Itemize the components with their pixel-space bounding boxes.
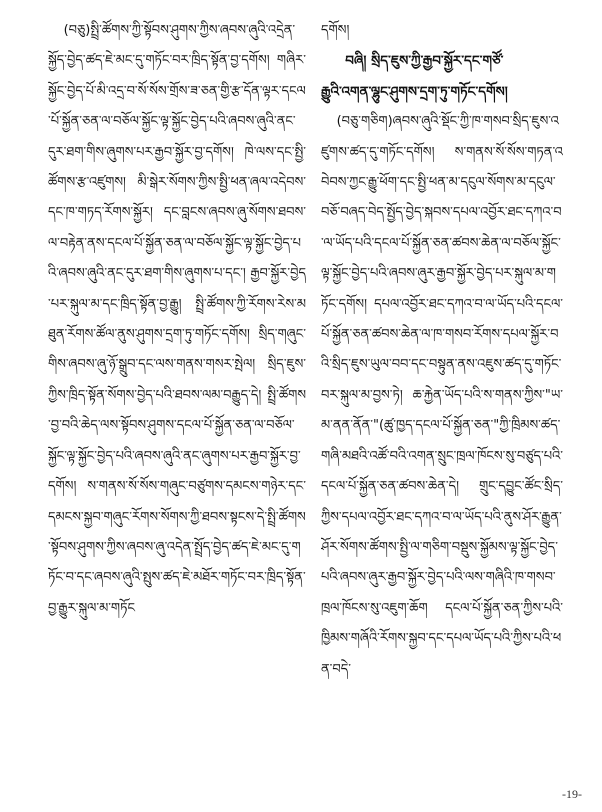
body-paragraph: (བཅུ་གཅིག)ཞབས་ཞུའི་སྡོང་ཀྱི་ཁ་གསབ་སྲིད་ཇུས་འཛུགས་ཚད་དུ་གཏོང་དགོས། ས་གནས་སོ་སོས་གཏན་འབེབས་ཀྱང་རྒྱུ་ཕོག་དང་སྤྱི་ཕན་མ་དངུལ་སོགས་མ་དངུལ་བཅོ་བཞད་བེད་སྤྱོད་བྱེད་སྐབས་དཔལ་འབྱོར་ཐང་དཀའ་བ་ལ་ཡོད་པའི་དངལ་པོ་སྐྱོན་ཅན་ཚབས་ཆེན་ལ་བཅོལ་སྐྱོང་ལྟ་སྐྱོང་བྱེད་པའི་ཞབས་ཞུར་རྒྱབ་སྐྱོར་བྱེད་པར་སྐུལ་མ་གཏོང་དགོས། དཔལ་འབྱོར་ཐང་དཀའ་བ་ལ་ཡོད་པའི་དངལ་པོ་སྐྱོན་ཅན་ཚབས་ཆེན་ལ་ཁ་གསབ་རོགས་དཔལ་སྐྱོར་བའི་སྲིད་ཇུས་ཡུལ་བབ་དང་བསྟུན་ནས་འཇུས་ཚད་དུ་གཏོང་བར་སྐུལ་མ་བྱས་ཏེ། ཆ་རྐྱེན་ཡོད་པའི་ས་གནས་ཀྱིས་"ཡ་མ་ནན་ནོན་"(ཚུ་ཁྱད་དངལ་པོ་སྐྱོན་ཅན་"ཀྱི་ཁྲིམས་ཚད་གཞི་མཐའི་འཚོ་བའི་འགན་སྲུང་ཁྲལ་ཁོངས་སུ་བཙུད་པའི་དངལ་པོ་སྐྱོན་ཅན་ཚབས་ཆེན་དེ། གྲུང་དབྱུང་ཚོང་སྲིད་ཀྱིས་དཔལ་འབྱོར་ཐང་དཀའ་བ་ལ་ཡོད་པའི་ནུས་ཤོར་རྒྱུན་ཤོར་སོགས་ཚོགས་སྤྱི་ལ་གཅིག་བསྡུས་སྐྱོམས་ལྟ་སྐྱོང་བྱེད་པའི་ཞབས་ཞུར་རྒྱབ་སྐྱོར་བྱེད་པའི་ལས་གཞིའི་ཁ་གསབ་ཁྲལ་ཁོངས་སུ་འཇུག་ཆོག དངལ་པོ་སྐྱོན་ཅན་ཀྱིས་པའི་ཁྱིམས་གཞོའི་རོགས་སྐྱབ་དང་དཔལ་ཡོད་པའི་ཀྱིས་པའི་ཕན་བདེ་ [321, 114, 563, 677]
section-heading-line-1: བཞི། སྲིད་ཇུས་ཀྱི་རྒྱབ་སྐྱོར་དང་གཙོ་ [345, 53, 504, 70]
right-column [321, 16, 563, 776]
continued-text: དགོས། [321, 23, 350, 38]
body-paragraph: (བཅུ)སྤྲི་ཚོགས་ཀྱི་སྟོབས་ཤུགས་ཀྱིས་ཞབས་ཞུའི་འདྲེན་སྐྱོད་བྱེད་ཚད་ཇེ་མང་དུ་གཏོང་བར་ཁྲིད་སྟོན་བྱ་དགོས། གཞིར་སྐྱོང་བྱེད་པོ་མི་འདྲ་བ་སོ་སོས་གྲོས་ཟ་ཅན་གྱི་རྩ་དོན་ལྟར་དངལ་པོ་སྐྱོན་ཅན་ལ་བཅོལ་སྐྱོང་ལྟ་སྐྱོང་བྱེད་པའི་ཞབས་ཞུའི་ནང་དུར་ཐག་གིས་ཞུགས་པར་རྒྱབ་སྐྱོར་བྱ་དགོས། ཁེ་ལས་དང་སྤྱི་ཚོགས་རྩ་འཛུགས། མི་སྒེར་སོགས་ཀྱིས་སྤྱི་ཕན་ཞལ་འདེབས་དང་ཁ་གཏད་རོགས་སྐྱོར། དང་བླངས་ཞབས་ཞུ་སོགས་ཐབས་ལ་བརྟེན་ནས་དངལ་པོ་སྐྱོན་ཅན་ལ་བཅོལ་སྐྱོང་ལྟ་སྐྱོང་བྱེད་པའི་ཞབས་ཞུའི་ནང་དུར་ཐག་གིས་ཞུགས་པ་དང་། རྒྱབ་སྐྱོར་བྱེད་པར་སྐུལ་མ་དང་ཁྲིད་སྟོན་བྱ་རྒྱུ། སྤྲི་ཚོགས་ཀྱི་རོགས་རེས་མཐུན་རོགས་ཚོལ་ནུས་ཤུགས་དྲག་ཏུ་གཏོང་དགོས། སྲིད་གཞུང་གིས་ཞབས་ཞུ་ཉོ་སྒྲུབ་དང་ལས་གནས་གསར་སྤེལ། སྲིད་ཇུས་ཀྱིས་ཁྲིད་སྟོན་སོགས་བྱེད་པའི་ཐབས་ལམ་བརྒྱུད་དེ། སྤྲི་ཚོགས་བྱ་བའི་ཆེད་ལས་སྟོབས་ཤུགས་དངལ་པོ་སྐྱོན་ཅན་ལ་བཅོལ་སྐྱོང་ལྟ་སྐྱོང་བྱེད་པའི་ཞབས་ཞུའི་ནང་ཞུགས་པར་རྒྱབ་སྐྱོར་བྱ་དགོས། ས་གནས་སོ་སོས་གཞུང་བཙུགས་དམངས་གཉེར་དང་དམངས་སྐྱབ་གཞུང་རོགས་སོགས་ཀྱི་ཐབས་སྟངས་དེ་སྤྲི་ཚོགས་སྟོབས་ཤུགས་ཀྱིས་ཞབས་ཞུ་འདེན་སྤྲོད་བྱེད་ཚད་ཇེ་མང་དུ་གཏོང་བ་དང་ཞབས་ཞུའི་སྤུས་ཚད་ཇེ་མཐོར་གཏོང་བར་ཁྲིད་སྟོན་བྱ་རྒྱུར་སྐུལ་མ་གཏོང [48, 23, 306, 616]
page-number: -19- [562, 787, 582, 801]
left-column [48, 16, 306, 776]
section-heading-line-2: རྒྱུའི་འགན་ལྷུང་ཤུགས་དྲག་ཏུ་གཏོང་དགོས། [321, 83, 508, 100]
